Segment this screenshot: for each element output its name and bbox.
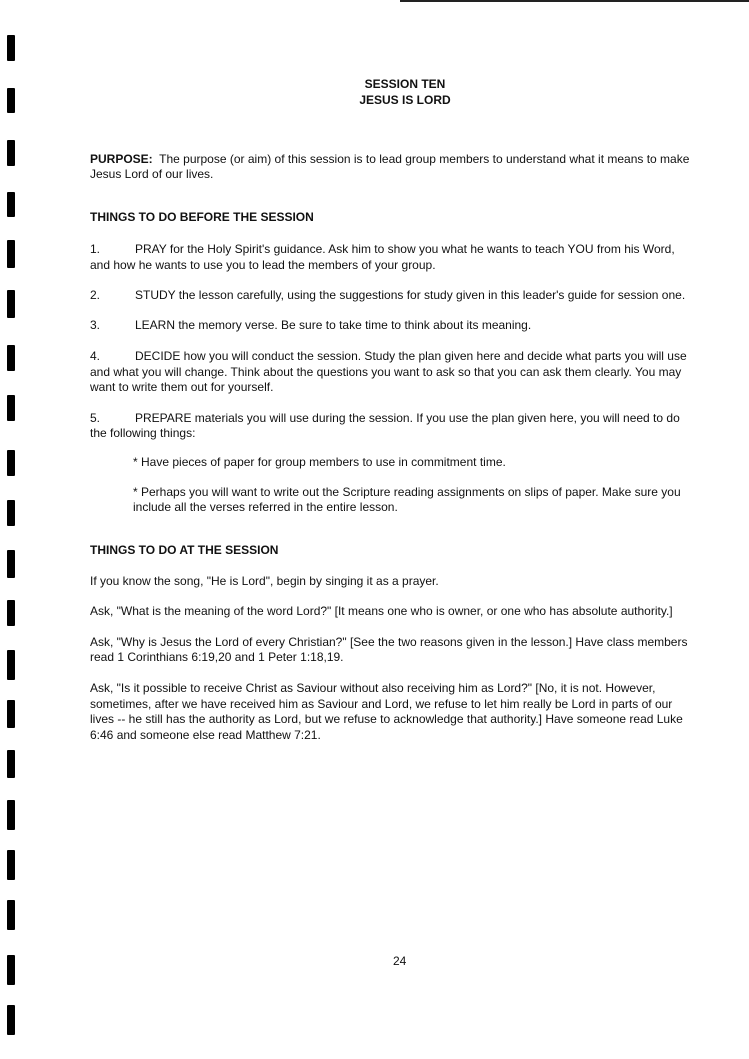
item-line: DECIDE how you will conduct the session. Study the plan given here and decide what parts you will use [135,349,687,363]
binder-mark [7,800,15,830]
bullet-item: * Perhaps you will want to write out the Scripture reading assignments on slips of paper. Make sure you [133,485,681,499]
binder-mark [7,850,15,880]
binder-mark [7,192,15,217]
binder-mark [7,1005,15,1035]
item-line: PRAY for the Holy Spirit's guidance. Ask him to show you what he wants to teach YOU from his Word, [135,242,675,256]
binder-mark [7,700,15,728]
at-paragraph: If you know the song, "He is Lord", begin by singing it as a prayer. [90,574,439,588]
binder-mark [7,140,15,166]
binder-mark [7,450,15,476]
binder-mark [7,955,15,985]
page-subtitle: JESUS IS LORD [359,93,451,107]
at-paragraph: Ask, "Why is Jesus the Lord of every Christian?" [See the two reasons given in the lesson.] Have class members [90,635,688,649]
item-number: 2. [90,288,101,302]
binder-mark [7,395,15,421]
scan-edge-line [400,0,749,2]
binder-mark [7,600,15,626]
binder-mark [7,550,15,578]
at-paragraph: sometimes, after we have received him as Saviour and Lord, we refuse to let him really be Lord in parts of our [90,697,673,711]
binder-mark [7,345,15,371]
purpose-text: The purpose (or aim) of this session is to lead group members to understand what it means to make [159,152,690,166]
binder-mark [7,240,15,268]
item-line: STUDY the lesson carefully, using the suggestions for study given in this leader's guide for session one. [135,288,686,302]
binder-mark [7,290,15,318]
item-line: LEARN the memory verse. Be sure to take time to think about its meaning. [135,318,532,332]
page-number: 24 [393,954,407,968]
binder-mark [7,500,15,526]
purpose-label: PURPOSE: [90,152,153,166]
at-paragraph: read 1 Corinthians 6:19,20 and 1 Peter 1:18,19. [90,650,344,664]
at-paragraph: Ask, "What is the meaning of the word Lord?" [It means one who is owner, or one who has absolute authority.] [90,604,673,618]
item-line: PREPARE materials you will use during the session. If you use the plan given here, you will need to do [135,411,680,425]
item-line: and how he wants to use you to lead the members of your group. [90,258,436,272]
item-number: 5. [90,411,101,425]
at-paragraph: 6:46 and someone else read Matthew 7:21. [90,728,321,742]
item-line: the following things: [90,426,196,440]
bullet-item-continued: include all the verses referred in the entire lesson. [133,500,398,514]
section-heading-before: THINGS TO DO BEFORE THE SESSION [90,210,314,224]
at-paragraph: Ask, "Is it possible to receive Christ as Saviour without also receiving him as Lord?" [No, it is not. However, [90,681,656,695]
bullet-item: * Have pieces of paper for group members to use in commitment time. [133,455,506,469]
item-number: 3. [90,318,101,332]
binder-mark [7,35,15,61]
item-number: 1. [90,242,101,256]
item-line: want to write them out for yourself. [90,380,274,394]
at-paragraph: lives -- he still has the authority as Lord, but we refuse to acknowledge that authority.] Have someone read Luke [90,712,683,726]
binder-mark [7,900,15,930]
item-line: and what you will change. Think about the questions you want to ask so that you can ask them clearly. You may [90,365,682,379]
binder-mark [7,650,15,680]
binder-mark [7,750,15,778]
section-heading-at: THINGS TO DO AT THE SESSION [90,543,279,557]
purpose-line [90,152,689,166]
purpose-line: Jesus Lord of our lives. [90,167,214,181]
page-title: SESSION TEN [364,77,446,91]
item-number: 4. [90,349,101,363]
